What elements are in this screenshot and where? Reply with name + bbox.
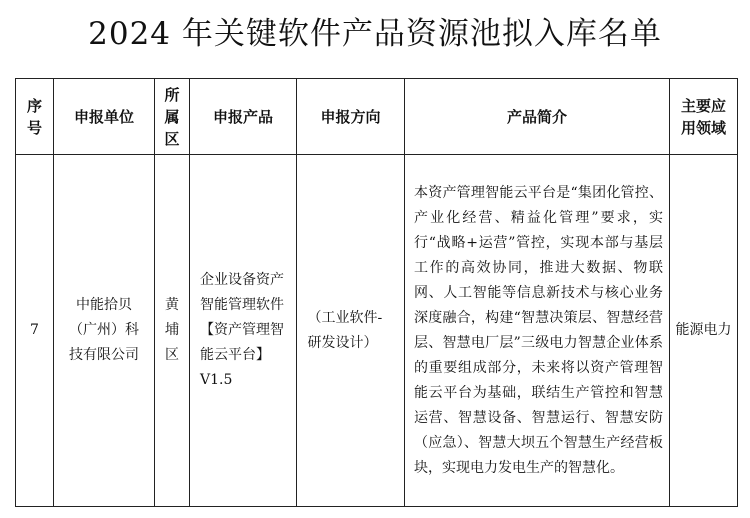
header-district: 所属区 <box>155 79 190 155</box>
cell-field: 能源电力 <box>670 155 738 507</box>
header-field: 主要应用领域 <box>670 79 738 155</box>
cell-seq: 7 <box>16 155 54 507</box>
header-product: 申报产品 <box>190 79 297 155</box>
table-header-row <box>16 79 738 155</box>
cell-product: 企业设备资产智能管理软件【资产管理智能云平台】V1.5 <box>190 155 297 507</box>
header-direction: 申报方向 <box>297 79 405 155</box>
product-table <box>15 78 738 507</box>
cell-district: 黄埔区 <box>155 155 190 507</box>
header-unit: 申报单位 <box>54 79 155 155</box>
header-intro: 产品简介 <box>405 79 670 155</box>
table-row <box>16 155 738 507</box>
document-title: 2024 年关键软件产品资源池拟入库名单 <box>88 16 662 52</box>
cell-intro: 本资产管理智能云平台是“集团化管控、产业化经营、精益化管理”要求，实行“战略+运营”管控，实现本部与基层工作的高效协同，推进大数据、物联网、人工智能等信息新技术与核心业务深度融合，构建“智慧决策层、智慧经营层、智慧电厂层”三级电力智慧企业体系的重要组成部分，未来将以资产管理智能云平台为基础，联结生产管控和智慧运营、智慧设备、智慧运行、智慧安防（应急）、智慧大坝五个智慧生产经营板块，实现电力发电生产的智慧化。 <box>405 155 670 507</box>
header-seq: 序号 <box>16 79 54 155</box>
cell-direction: （工业软件-研发设计） <box>297 155 405 507</box>
cell-unit: 中能拾贝（广州）科技有限公司 <box>54 155 155 507</box>
